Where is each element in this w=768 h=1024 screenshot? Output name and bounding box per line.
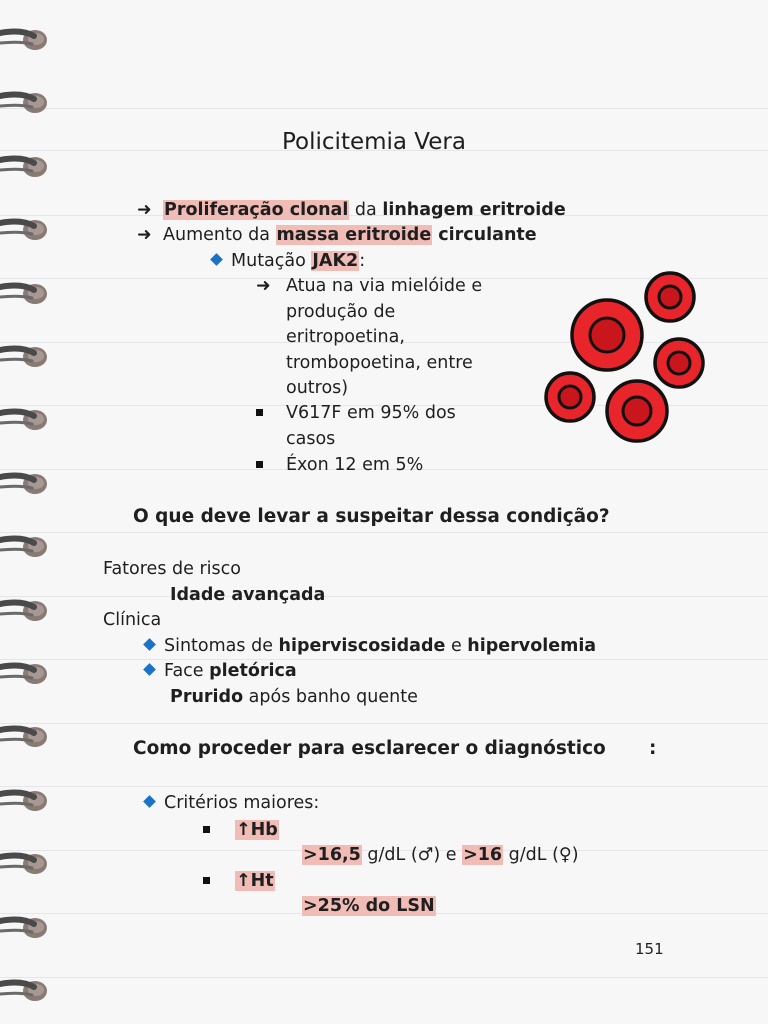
- ht-values: [302, 895, 436, 917]
- text: Sintomas de: [164, 636, 279, 656]
- red-blood-cells-illustration: [538, 268, 714, 448]
- ruled-line: [0, 786, 768, 787]
- highlight-text: >16: [463, 845, 503, 865]
- binding-ring: [0, 915, 52, 941]
- sub-bullet-1-line: outros): [286, 378, 349, 398]
- binding-ring: [0, 534, 52, 560]
- text: Critérios maiores:: [164, 793, 320, 813]
- text: g/dL (♂) e: [361, 845, 463, 865]
- highlight-text: massa eritroide: [276, 225, 432, 245]
- ruled-line: [0, 659, 768, 660]
- sub-bullet-1-line: eritropoetina,: [286, 327, 405, 347]
- square-bullet-icon: [256, 409, 263, 416]
- binding-ring: [0, 724, 52, 750]
- bold-text: pletórica: [209, 661, 297, 681]
- sub-bullet-3: Éxon 12 em 5%: [286, 455, 424, 475]
- red-blood-cell-icon: [572, 300, 642, 370]
- binding-ring: [0, 281, 52, 307]
- ruled-line: [0, 532, 768, 533]
- highlight-text: >25% do LSN: [303, 896, 435, 916]
- bold-text: linhagem eritroide: [382, 200, 566, 220]
- ruled-line: [0, 977, 768, 978]
- text: Aumento da: [163, 225, 276, 245]
- highlight-text: ↑Ht: [236, 871, 274, 891]
- question-heading-1: O que deve levar a suspeitar dessa condição?: [133, 506, 610, 527]
- highlight-text: ↑Hb: [236, 820, 278, 840]
- red-blood-cell-icon: [646, 273, 694, 321]
- binding-ring: [0, 90, 52, 116]
- ruled-line: [0, 108, 768, 109]
- binding-ring: [0, 851, 52, 877]
- hb-criterion: [235, 819, 279, 841]
- hb-values: [302, 844, 579, 866]
- binding-ring: [0, 661, 52, 687]
- highlight-text: >16,5: [303, 845, 361, 865]
- highlight-text: Proliferação clonal: [164, 200, 349, 220]
- ht-criterion: [235, 870, 275, 892]
- square-bullet-icon: [203, 877, 210, 884]
- text: da: [349, 200, 383, 220]
- criteria-label: [143, 792, 319, 814]
- sub-bullet-1-line: Atua na via mielóide e: [286, 276, 483, 296]
- risk-factors-label: Fatores de risco: [103, 559, 241, 579]
- square-bullet-icon: [256, 461, 263, 468]
- bullet-line-1: [137, 199, 566, 221]
- ruled-line: [0, 596, 768, 597]
- arrow-icon: ➜: [137, 225, 152, 245]
- page-number: 151: [635, 940, 664, 958]
- text: após banho quente: [243, 687, 418, 707]
- binding-ring: [0, 471, 52, 497]
- text: Mutação: [231, 251, 312, 271]
- sub-bullet-2-line: V617F em 95% dos: [286, 403, 456, 423]
- square-bullet-icon: [203, 826, 210, 833]
- diamond-bullet-icon: [143, 795, 156, 808]
- binding-ring: [0, 788, 52, 814]
- red-blood-cell-icon: [655, 339, 703, 387]
- sub-bullet-1-line: trombopoetina, entre: [286, 353, 473, 373]
- clinical-item-1: [143, 635, 596, 657]
- diamond-bullet-icon: [143, 663, 156, 676]
- bullet-line-2: [137, 224, 537, 246]
- binding-ring: [0, 598, 52, 624]
- binding-ring: [0, 407, 52, 433]
- arrow-icon: ➜: [137, 200, 152, 220]
- red-blood-cell-icon: [546, 373, 594, 421]
- bold-text: hipervolemia: [467, 636, 597, 656]
- binding-ring: [0, 217, 52, 243]
- binding-ring: [0, 154, 52, 180]
- text: Face: [164, 661, 210, 681]
- binding-ring: [0, 978, 52, 1004]
- bullet-line-3: [210, 250, 365, 272]
- arrow-icon: ➜: [256, 276, 271, 296]
- diamond-bullet-icon: [210, 253, 223, 266]
- clinical-item-2: [143, 660, 297, 682]
- ruled-line: [0, 723, 768, 724]
- diamond-bullet-icon: [143, 638, 156, 651]
- text: e: [445, 636, 468, 656]
- bold-text: circulante: [432, 225, 537, 245]
- clinical-label: Clínica: [103, 610, 162, 630]
- clinical-item-3: [170, 686, 418, 708]
- sub-bullet-2-line: casos: [286, 429, 336, 449]
- question-heading-2: Como proceder para esclarecer o diagnóstico: [133, 738, 606, 759]
- risk-factor-item: Idade avançada: [170, 585, 326, 605]
- binding-ring: [0, 27, 52, 53]
- text: :: [359, 251, 366, 271]
- sub-bullet-1-line: produção de: [286, 302, 396, 322]
- binding-ring: [0, 344, 52, 370]
- red-blood-cell-icon: [607, 381, 667, 441]
- question-heading-2-colon: :: [649, 738, 657, 759]
- highlight-text: JAK2: [312, 251, 359, 271]
- text: g/dL (♀): [503, 845, 579, 865]
- page-title: Policitemia Vera: [282, 129, 466, 155]
- bold-text: Prurido: [170, 687, 244, 707]
- bold-text: hiperviscosidade: [278, 636, 446, 656]
